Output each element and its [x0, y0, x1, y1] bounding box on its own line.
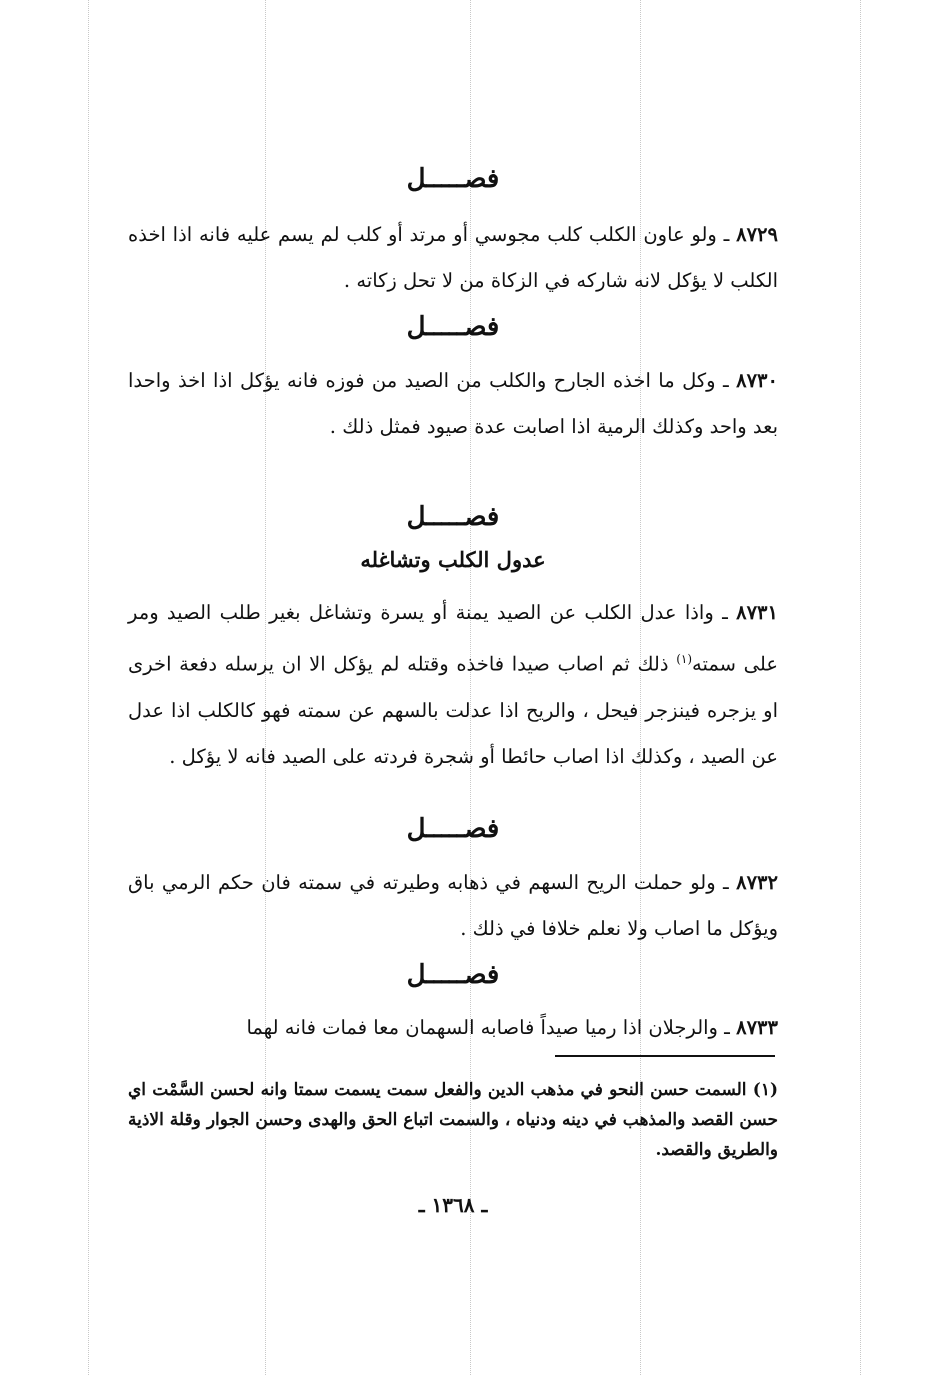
- paragraph-body: ـ ولو عاون الكلب كلب مجوسي أو مرتد أو كلب لم يسم عليه فانه اذا اخذه الكلب لا يؤكل لانه شاركه في الزكاة من لا تحل زكاته .: [128, 223, 778, 292]
- paragraph-text: [128, 212, 778, 304]
- scan-guide-line: [88, 0, 89, 1375]
- paragraph-body: ـ ولو حملت الريح السهم في ذهابه وطيرته في سمته فان حكم الرمي باق ويؤكل ما اصاب ولا نعلم خلافا في ذلك .: [128, 871, 778, 940]
- paragraph-text: [128, 1005, 778, 1051]
- paragraph-body: ـ واذا عدل الكلب عن الصيد يمنة أو يسرة وتشاغل بغير طلب الصيد ومر على سمته: [128, 601, 778, 676]
- footnote-marker: (١): [676, 652, 693, 666]
- scan-guide-line: [860, 0, 861, 1375]
- paragraph-8729: [128, 212, 778, 304]
- paragraph-body: ـ والرجلان اذا رميا صيداً فاصابه السهمان معا فمات فانه لهما: [246, 1016, 737, 1039]
- section-heading: فصـــــل: [406, 814, 500, 844]
- paragraph-text: [128, 860, 778, 952]
- footnote-divider: [555, 1055, 775, 1057]
- section-heading: فصـــــل: [406, 960, 500, 990]
- paragraph-number: ٨٧٣١: [736, 601, 778, 624]
- section-heading: فصـــــل: [406, 502, 500, 532]
- paragraph-number: ٨٧٣٠: [736, 369, 778, 392]
- footnote: (١) السمت حسن النحو في مذهب الدين والفعل سمت يسمت سمتا وانه لحسن السَّمْت اي حسن القصد والمذهب في دينه ودنياه ، والسمت اتباع الحق والهدى وحسن الجوار وقلة الاذية والطريق والقصد.: [128, 1080, 778, 1160]
- paragraph-8731: [128, 590, 778, 780]
- paragraph-body: ذلك ثم اصاب صيدا فاخذه وقتله لم يؤكل الا ان يرسله دفعة اخرى او يزجره فينزجر فيحل ، والريح اذا عدلت بالسهم عن سمته فهو كالكلب اذا عدل عن الصيد ، وكذلك اذا اصاب حائطا أو شجرة فردته على الصيد فانه لا يؤكل .: [128, 652, 778, 768]
- paragraph-text: [128, 590, 778, 780]
- paragraph-8730: [128, 358, 778, 450]
- page-number: ـ ١٣٦٨ ـ: [418, 1193, 488, 1217]
- paragraph-8732: [128, 860, 778, 952]
- paragraph-8733: [128, 1005, 778, 1051]
- paragraph-number: ٨٧٣٢: [736, 871, 778, 894]
- paragraph-body: ـ وكل ما اخذه الجارح والكلب من الصيد من فوزه فانه يؤكل اذا اخذ واحدا بعد واحد وكذلك الرمية اذا اصابت عدة صيود فمثل ذلك .: [128, 369, 778, 438]
- paragraph-text: [128, 358, 778, 450]
- paragraph-number: ٨٧٢٩: [736, 223, 778, 246]
- paragraph-number: ٨٧٣٣: [736, 1016, 778, 1039]
- section-subheading: عدول الكلب وتشاغله: [360, 547, 546, 572]
- section-heading: فصـــــل: [406, 312, 500, 342]
- section-heading: فصـــــل: [406, 164, 500, 194]
